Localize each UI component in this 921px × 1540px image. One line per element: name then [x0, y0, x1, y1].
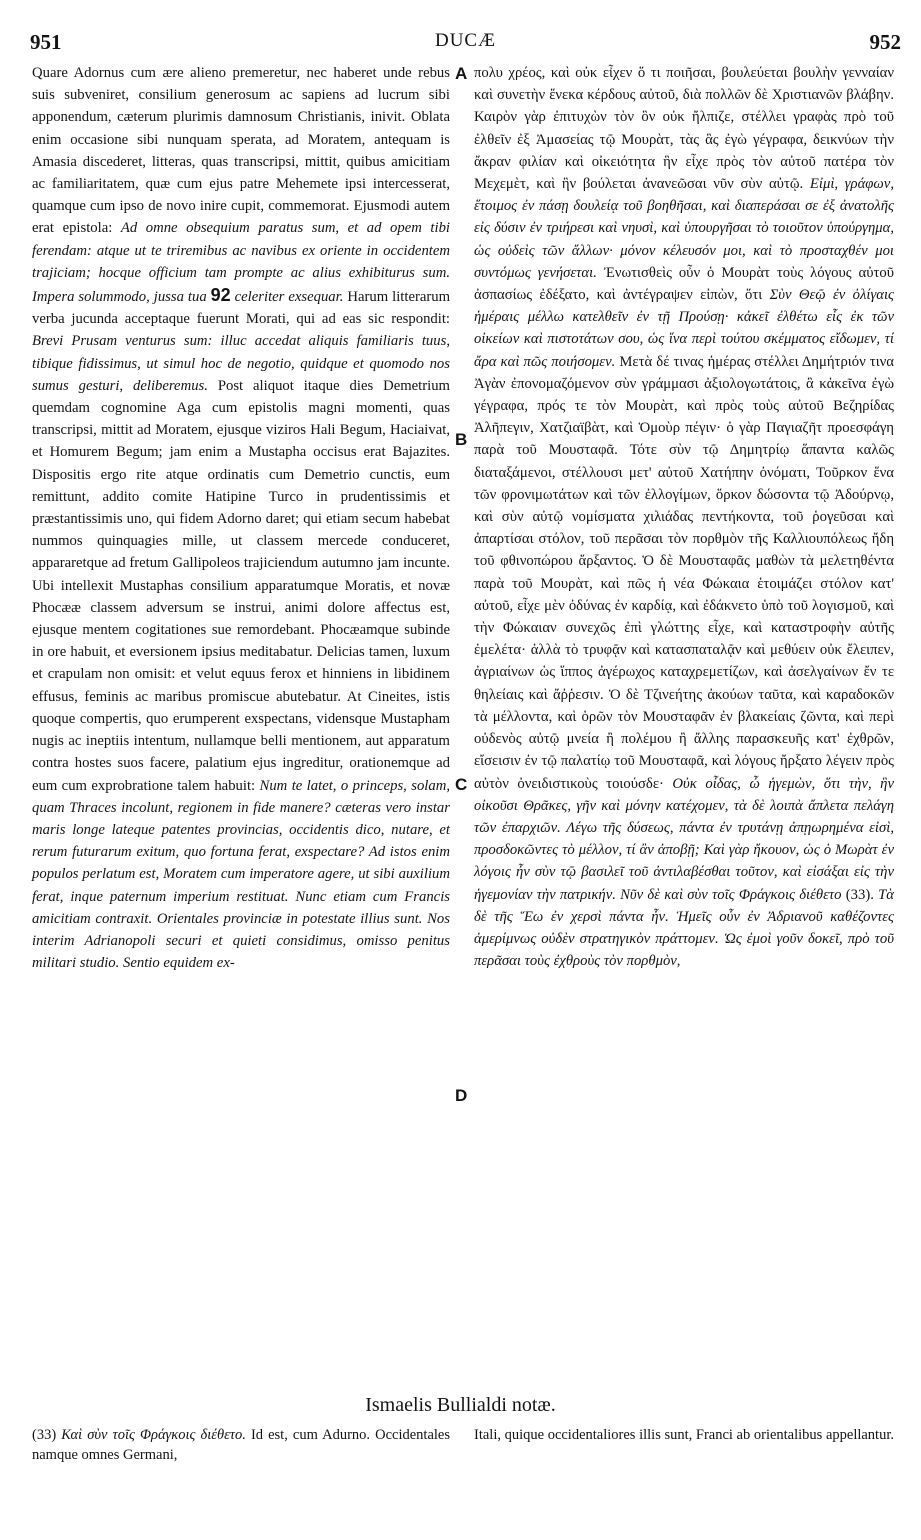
latin-text: Harum litterarum verba jucunda acceptaque fuerunt Morati, qui ad eas sic respondit: [32, 289, 451, 328]
greek-text: Μετὰ δέ τινας ἡμέρας στέλλει Δημήτριόν τινα Ἀγὰν ἐπονομαζόμενον σὺν γράμμασι ἀξιολογωτάτοις, ἃ κἀκεῖνα ἐγὼ γέγραφα, πρός τε τὸν Μουρὰτ, καὶ πρὸς τοὺς αὐτοῦ Βεζηρίδας Ἀλῆπεγιν, Χατζιαϊβὰτ, καὶ Ὁμοὺρ πέγιν· ὁ γὰρ Παγιαζῆτ προεσφάγη παρὰ τοῦ Μουσταφᾶ. Τότε σὺν τῷ Δημητρίῳ ἅπαντα καλῶς διαταξάμενοι, στέλλουσι μετ' αὐτοῦ Χατήπην ὀνόματι, Τοῦρκον ἕνα τῶν φρονιμωτάτων καὶ τῶν ἐλλογίμων, ὅρκον δώσοντα τῷ Ἀδούρνῳ, καὶ σὺν αὐτῷ νομίσματα χιλιάδας πεντήκοντα, τοῦ ῥογεῦσαι καὶ ἀπαρτίσαι στόλον, τοῦ περᾶσαι τὸν πορθμὸν τῆς Καλλιουπόλεως ἤδη τοῦ φθινοπώρου ἄρξαντος. Ὁ δὲ Μουσταφᾶς μαθὼν τὰ μελετηθέντα παρὰ τοῦ Μουρὰτ, καὶ πῶς ἡ νέα Φώκαια ἑτοιμάζει στόλον κατ' αὐτοῦ, εἶχε μὲν ὀδύνας ἐν καρδίᾳ, καὶ ἐδάκνετο ὑπὸ τοῦ λογισμοῦ, καὶ τὴν Φώκαιαν συνεχῶς ἐπὶ γλώττης εἶχε, καὶ καταστροφὴν αὐτῆς ἐμελέτα· ἀλλὰ τὸ τρυφᾷν καὶ κατασπαταλᾷν καὶ μεθύειν οὐκ ἔλειπεν, ἀγριαίνων ὡς ἵππος ἀγέρωχος καταχρεμετίζων, καὶ ἀσελγαίνων ἔν τε θηλείαις καὶ ἄῤῥεσιν. Ὁ δὲ Τζινεήτης ἀκούων ταῦτα, καὶ καραδοκῶν τὰ μέλλοντα, καὶ ὁρῶν τὸν Μουσταφᾶν ἐν βλακείαις ζῶντα, καὶ περὶ οὐδενὸς αὐτῷ μνεία ἢ πολέμου ἢ ἄλλης παρασκευῆς κατ' ἐχθρῶν, εἴσεισιν ἐν τῷ παλατίῳ τοῦ Μουσταφᾶ, καὶ λόγους ἤρξατο λέγειν πρὸς αὐτὸν ὀνειδιστικοὺς τοιούσδε· [474, 353, 894, 792]
latin-letter-quote: Ad omne obsequium paratus sum, et ad opem tibi ferendam: atque ut te triremibus ac navibus ex oriente in occidentem trajiciam; hocque officium tam prompte ac alius exhibiturus sum. Impera solummodo, jussa tua [32, 220, 450, 306]
greek-reply-quote: Σὺν Θεῷ ἐν ὀλίγαις ἡμέραις μέλλω κατελθεῖν ἐν τῇ Προύσῃ· κἀκεῖ ἐλθέτω εἷς ἐκ τῶν οἰκείων καὶ πιστοτάτων σου, ὡς ἵνα περὶ τούτου σκέμματος εἴδωμεν, τί ἄρα καὶ πῶς ποιήσομεν. [474, 287, 894, 370]
page-header [30, 30, 901, 58]
footnote-right [474, 1425, 894, 1445]
margin-marker-c: C [455, 775, 468, 794]
latin-column [32, 62, 450, 974]
greek-text: Ἐνωτισθεὶς οὖν ὁ Μουρὰτ τοὺς λόγους αὐτοῦ ἀσπασίως ἐδέξατο, καὶ ἀντέγραψεν εἰπὼν, ὅτι [474, 264, 894, 304]
latin-text: Post aliquot itaque dies Demetrium quemdam cognomine Aga cum epistolis magni momenti, quas transcripsi, mittit ad Moratem, ejusque viziros Hali Begum, Haciaivat, et Homurem Begum; jam enim a Mustapha occisus erat Bajazites. Dispositis ergo rite atque ordinatis cum Demetrio cunctis, eum remittunt, addito comite Hatipine Turco in prudentissimis et præstantissimis uno, qui fidem Adorno daret; qui etiam secum habebat nummos quinquagies mille, ut classem mercede conduceret, appararetque ad fretum Gallipoleos trajiciendum autumno jam incunte. Ubi intellexit Mustaphas consilium apparatumque Moratis, et novæ Phocææ classem adversum se instrui, animi dolore affectus est, ejusque mentem cogitationes sue remordebant. Phocæamque subinde in ore habuit, et eversionem ipsius meditabatur. Delicias tamen, luxum et crapulam non omisit: et velut equus ferox et hinniens in libidinem effusus, feminis ac maribus promiscue abutebatur. At Cineites, istis quoque compertis, quo erumperent exspectans, vidensque Mustapham nugis ac ineptiis intentum, nullamque belli mentionem, aut apparatum contra hostes suos facere, palatium ejus ingreditur, orationemque ad eum cum exprobratione talem habuit: [32, 377, 450, 794]
latin-paragraph [32, 62, 450, 974]
latin-letter-quote-end: celeriter exsequar. [234, 289, 344, 306]
footnote-left [32, 1425, 450, 1465]
latin-speech-quote: Num te latet, o princeps, solam, quam Thraces incolunt, regionem in fide manere? cæteras vero instar maris longe lateque patentes provincias, occidentis dico, nutare, et rerum futurarum exitum, quo fortuna ferat, exspectare? Ad istos enim populos perlatum est, Moratem cum imperatore agere, ut sibi auxilium ferat, inque paternum imperium restituat. Nunc etiam cum Francis amicitiam contraxit. Orientales provinciæ in potestate illius sunt. Nos interim Adrianopoli securi et quieti considimus, omisso penitus militari studio. Sentio equidem ex- [32, 777, 451, 972]
margin-marker-b: B [455, 430, 468, 449]
greek-speech-quote-cont: Τὰ δὲ τῆς Ἕω ἐν χερσὶ πάντα ἦν. Ἡμεῖς οὖν ἐν Ἀδριανοῦ καθέζοντες ἀμερίμνως οὐδὲν στρατηγικὸν πράττομεν. Ὡς ἐμοὶ γοῦν δοκεῖ, πρὸ τοῦ περᾶσαι τοὺς ἐχθροὺς τὸν πορθμὸν, [474, 886, 894, 970]
latin-reply-quote: Brevi Prusam venturus sum: illuc accedat aliquis familiaris tuus, tibique fidissimus, ut simul hoc de negotio, quidque et quomodo nos sumus gesturi, deliberemus. [32, 333, 450, 394]
page-number-right: 952 [869, 30, 901, 54]
latin-text: Quare Adornus cum ære alieno premeretur, nec haberet unde rebus suis subveniret, consilium generosum ac sapiens ad lucrum sibi apponendum, cæterum plurimis damnosum Christianis, inivit. Oblata enim occasione sibi nunquam sperata, ad Moratem, antequam is Amasia discederet, litteras, quas transcripsi, mittit, quibus amicitiam ac familiaritatem, quæ cum ejus patre Mehemete ipsi intercesserat, quamque cum ipso de novo inire cupit, commemorat. Ejusmodi autem erat epistola: [32, 65, 450, 237]
inline-page-number: 92 [210, 285, 231, 306]
greek-speech-quote: Οὐκ οἶδας, ὦ ἡγεμὼν, ὅτι τὴν, ἣν οἰκοῦσι Θρᾶκες, γῆν καὶ μόνην κατέχομεν, τὰ δὲ λοιπὰ ἄπλετα πελάγη τῶν ἐπαρχιῶν. Λέγω τῆς δύσεως, πάντα ἐν τρυτάνῃ ἀπῃωρημένα εἰσὶ, προσδοκῶντες τὸ μέλλον, τί ἂν ἀποβῇ; Καὶ γὰρ ἤκουον, ὡς ὁ Μωρὰτ ἐν λόγοις ἦν σὺν τῷ βασιλεῖ τοῦ ἀντιλαβέσθαι τοῦτον, καὶ εἰσάξαι εἰς τὴν ἡγεμονίαν τὴν πατρικήν. Νῦν δὲ καὶ σὺν τοῖς Φράγκοις διέθετο [474, 775, 894, 903]
footnote-text-cont: Itali, quique occidentaliores illis sunt, Franci ab orientalibus appellantur. [474, 1427, 894, 1443]
margin-marker-a: A [455, 64, 468, 83]
footnote-reference: (33). [845, 886, 874, 903]
footnote-number: (33) [32, 1427, 57, 1443]
footnote-lemma: Καὶ σὺν τοῖς Φράγκοις διέθετο. [61, 1427, 246, 1443]
greek-column [474, 62, 894, 972]
greek-text: πολυ χρέος, καὶ οὐκ εἶχεν ὅ τι ποιῆσαι, βουλεύεται βουλὴν γενναίαν καὶ συνετὴν ἕνεκα κέρδους αὐτοῦ, διὰ πολλῶν δὲ Χριστιανῶν βλάβην. Καιρὸν γὰρ ἐπιτυχὼν τὸν ὃν οὐκ ἤλπιζε, στέλλει γραφὰς πρὸ τοῦ ἐλθεῖν ἐξ Ἀμασείας τῷ Μουρὰτ, τὰς ἃς ἐγὼ γέγραφα, δεικνύων τὴν ἄκραν φιλίαν καὶ οἰκειότητα ἣν εἶχε πρὸς τὸν αὐτοῦ πατέρα τὸν Μεχεμὲτ, καὶ ἣν βούλεται ἀνανεῶσαι νῦν σὺν αὐτῷ. [474, 65, 894, 193]
page-number-left: 951 [30, 30, 62, 54]
greek-letter-quote: Εἰμὶ, γράφων, ἕτοιμος ἐν πάσῃ δουλείᾳ τοῦ βοηθῆσαι, καὶ διαπεράσαι σε ἐξ ἀνατολῆς εἰς δύσιν ἐν τριήρεσι καὶ νηυσὶ, καὶ ὑπουργῆσαι τὸ τοιοῦτον ὑπούργημα, ὡς οὐδεὶς τῶν ἄλλων· μόνον κέλευσόν μοι, καὶ τὸ προσταχθέν μοι συντόμως γενήσεται. [474, 176, 894, 281]
running-title: DUCÆ [434, 30, 496, 51]
greek-paragraph [474, 62, 894, 972]
margin-marker-d: D [455, 1086, 468, 1105]
footnote-text: Id est, cum Adurno. Occidentales namque omnes Germani, [32, 1427, 451, 1463]
notes-heading: Ismaelis Bullialdi notæ. [365, 1394, 556, 1416]
